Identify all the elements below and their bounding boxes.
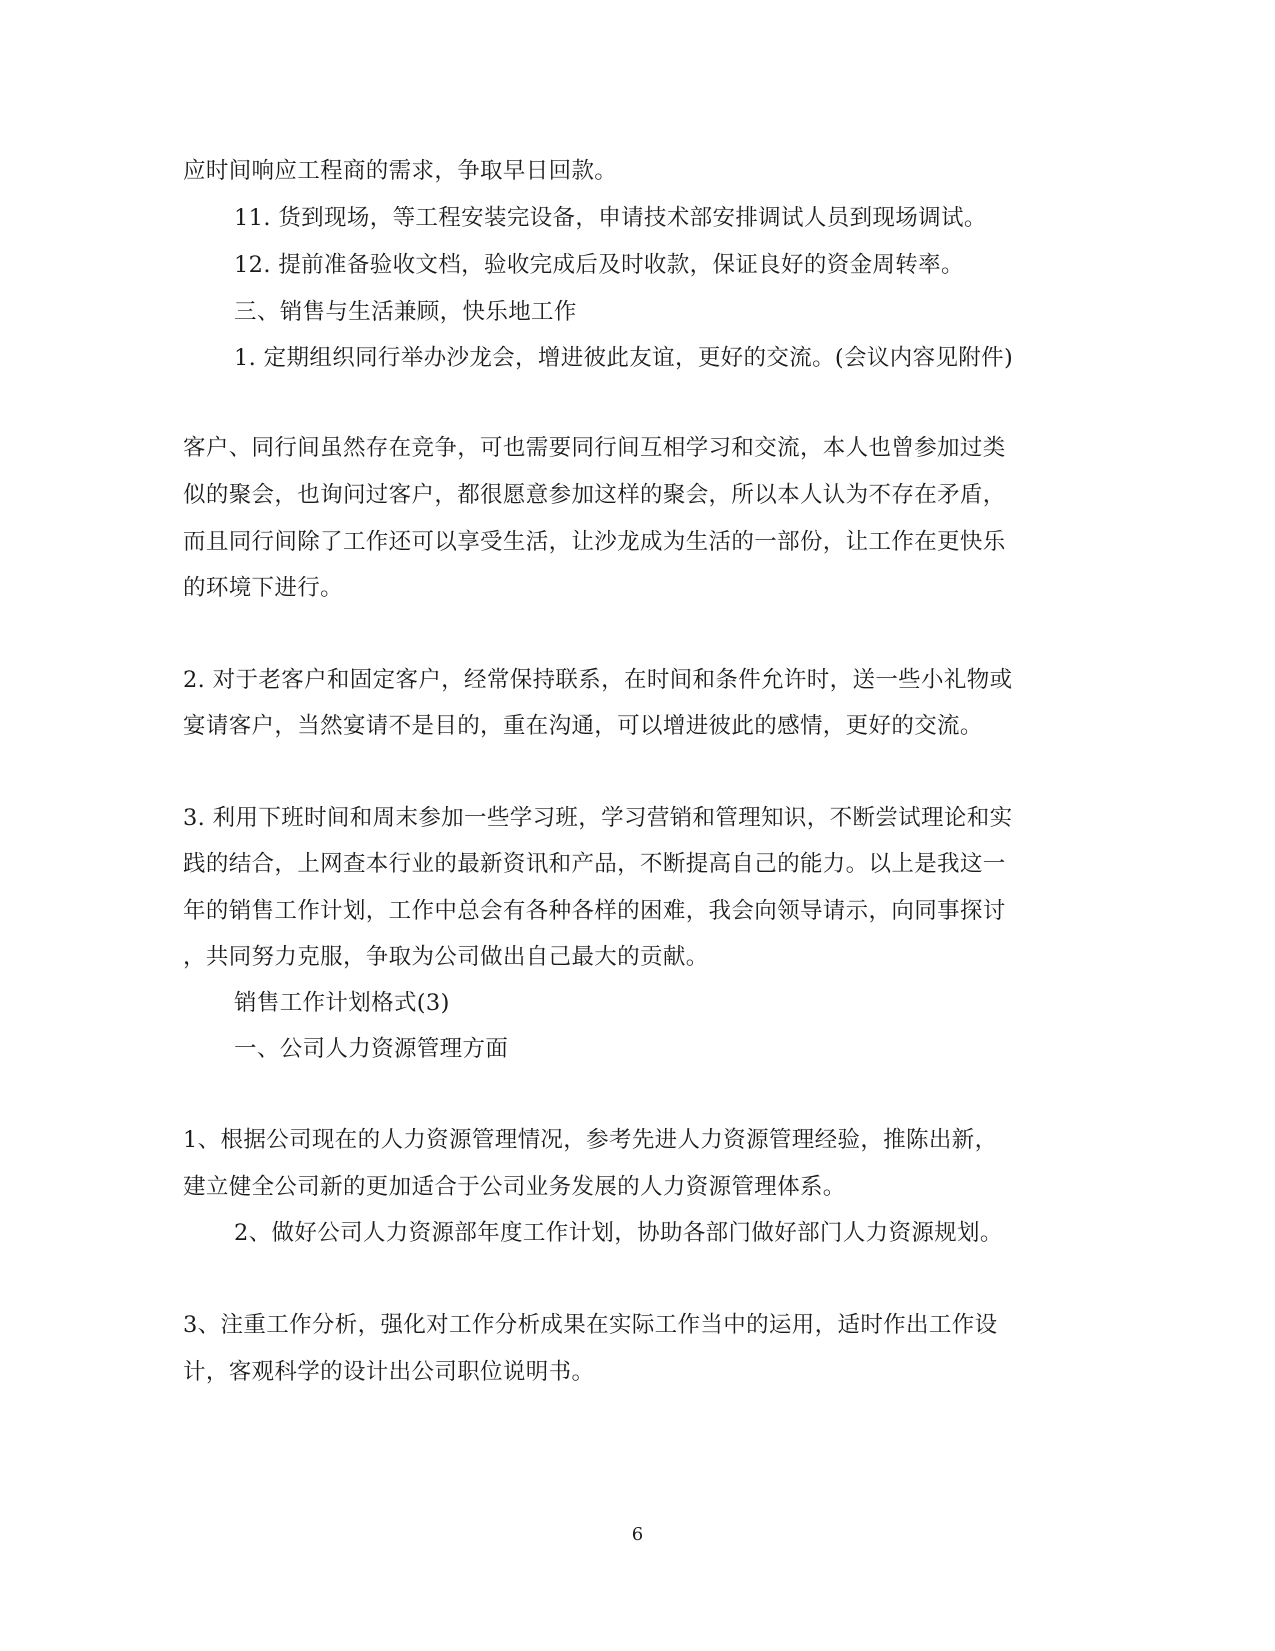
body-text-line: 践的结合，上网查本行业的最新资讯和产品，不断提高自己的能力。以上是我这一 [183,851,1006,877]
list-item-3: 3、注重工作分析，强化对工作分析成果在实际工作当中的运用，适时作出工作设 [183,1312,998,1338]
section-heading-1: 一、公司人力资源管理方面 [234,1036,509,1062]
body-text-line: 的环境下进行。 [183,575,343,601]
body-text-line: 而且同行间除了工作还可以享受生活，让沙龙成为生活的一部份，让工作在更快乐 [183,529,1006,555]
list-item-1: 1. 定期组织同行举办沙龙会，增进彼此友谊，更好的交流。(会议内容见附件) [234,345,1014,371]
body-text-line: 年的销售工作计划，工作中总会有各种各样的困难，我会向领导请示，向同事探讨 [183,898,1006,924]
body-text-line: 似的聚会，也询问过客户，都很愿意参加这样的聚会，所以本人认为不存在矛盾， [183,482,1006,508]
list-item-2: 2、做好公司人力资源部年度工作计划，协助各部门做好部门人力资源规划。 [234,1220,1003,1246]
list-item-3: 3. 利用下班时间和周末参加一些学习班，学习营销和管理知识，不断尝试理论和实 [183,805,1013,831]
list-item-11: 11. 货到现场，等工程安装完设备，申请技术部安排调试人员到现场调试。 [234,205,987,231]
body-text-line: 建立健全公司新的更加适合于公司业务发展的人力资源管理体系。 [183,1174,846,1200]
body-text-line: 应时间响应工程商的需求，争取早日回款。 [183,158,618,184]
list-item-12: 12. 提前准备验收文档，验收完成后及时收款，保证良好的资金周转率。 [234,252,964,278]
list-item-1: 1、根据公司现在的人力资源管理情况，参考先进人力资源管理经验，推陈出新， [183,1127,998,1153]
body-text-line: 客户、同行间虽然存在竞争，可也需要同行间互相学习和交流，本人也曾参加过类 [183,435,1006,461]
section-heading-3: 三、销售与生活兼顾，快乐地工作 [234,299,577,325]
page-number: 6 [631,1524,644,1545]
body-text-line: ，共同努力克服，争取为公司做出自己最大的贡献。 [183,944,709,970]
body-text-line: 计，客观科学的设计出公司职位说明书。 [183,1359,595,1385]
body-text-line: 宴请客户，当然宴请不是目的，重在沟通，可以增进彼此的感情，更好的交流。 [183,713,983,739]
section-title: 销售工作计划格式(3) [234,990,450,1016]
list-item-2: 2. 对于老客户和固定客户，经常保持联系，在时间和条件允许时，送一些小礼物或 [183,667,1013,693]
